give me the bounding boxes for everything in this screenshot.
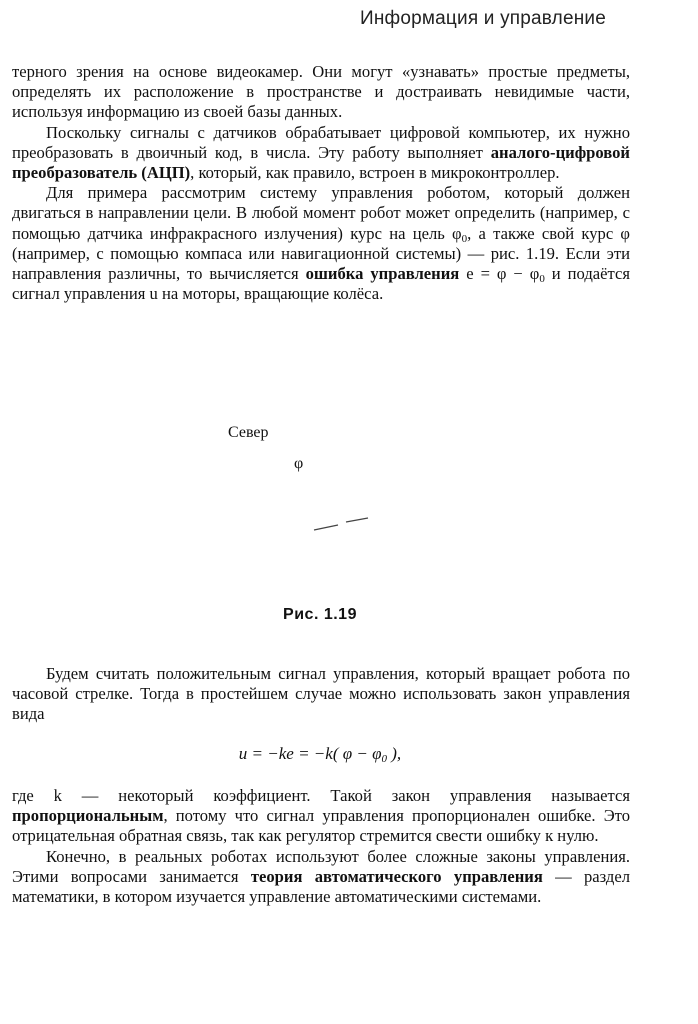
phi-sub-0: 0 [461, 232, 468, 245]
adc-term: аналого-цифровой преобразователь (АЦП) [12, 142, 630, 183]
paragraph-proportional [12, 786, 630, 847]
adc-text-b: , который, как правило, встроен в микроконтроллер. [190, 163, 560, 183]
example-text-d: и подаётся сигнал управления u на моторы, вращающие колёса. [12, 264, 630, 304]
example-text-b: , а также свой курс φ (например, с помощью компаса или навигационной системы) — рис. 1.19. Если эти направления различны, то вычисляется [12, 223, 631, 284]
paragraph-adc [12, 123, 630, 184]
theory-text-a: Конечно, в реальных роботах используют более сложные законы управления. Этими вопросами занимается [12, 846, 630, 886]
figure-caption: Рис. 1.19 [283, 606, 357, 623]
paragraph-control-example [12, 183, 630, 304]
text-block-top [12, 62, 630, 304]
proportional-text-a: где k — некоторый коэффициент. Такой закон управления называется [12, 786, 630, 805]
control-theory-term: теория автоматического управления [250, 866, 543, 886]
text-block-bottom [12, 664, 630, 725]
formula-end: ), [387, 744, 402, 763]
formula-main: u = −ke = −k( φ − φ [238, 744, 382, 763]
figure-line-left [314, 525, 338, 530]
text-block-final [12, 786, 630, 907]
adc-text-a: Поскольку сигналы с датчиков обрабатывает цифровой компьютер, их нужно преобразовать в двоичный код, в числа. Эту работу выполняет [12, 122, 630, 162]
paragraph-vision: терного зрения на основе видеокамер. Они могут «узнавать» простые предметы, определять их расположение в пространстве и достраивать невидимые части, используя информацию из своей базы данных. [12, 62, 630, 122]
proportional-term: пропорциональным [12, 806, 164, 826]
figure-label-north: Север [228, 424, 269, 441]
paragraph-control-theory [12, 847, 630, 908]
example-text-c: e = φ − φ [459, 264, 540, 284]
running-header: Информация и управление [359, 8, 606, 29]
figure-direction-lines [300, 510, 380, 540]
paragraph-positive-signal: Будем считать положительным сигнал управления, который вращает робота по часовой стрелке. Тогда в простейшем случае можно использовать закон управления вида [12, 664, 630, 724]
proportional-text-b: , потому что сигнал управления пропорционален ошибке. Это отрицательная обратная связь, так как регулятор стремится свести ошибку к нулю. [12, 806, 630, 846]
formula-sub: 0 [381, 753, 388, 765]
control-error-term: ошибка управления [305, 264, 460, 284]
example-text-a: Для примера рассмотрим систему управления роботом, который должен двигаться в направлении цели. В любой момент робот может определить (например, с помощью датчика инфракрасного излучения) курс на цель φ [12, 183, 630, 243]
theory-text-b: — раздел математики, в котором изучается управление автоматическими системами. [12, 866, 630, 907]
phi-sub-1: 0 [539, 273, 545, 286]
figure-line-right [346, 518, 368, 522]
figure-label-phi: φ [294, 455, 304, 472]
control-law-formula [0, 744, 640, 764]
